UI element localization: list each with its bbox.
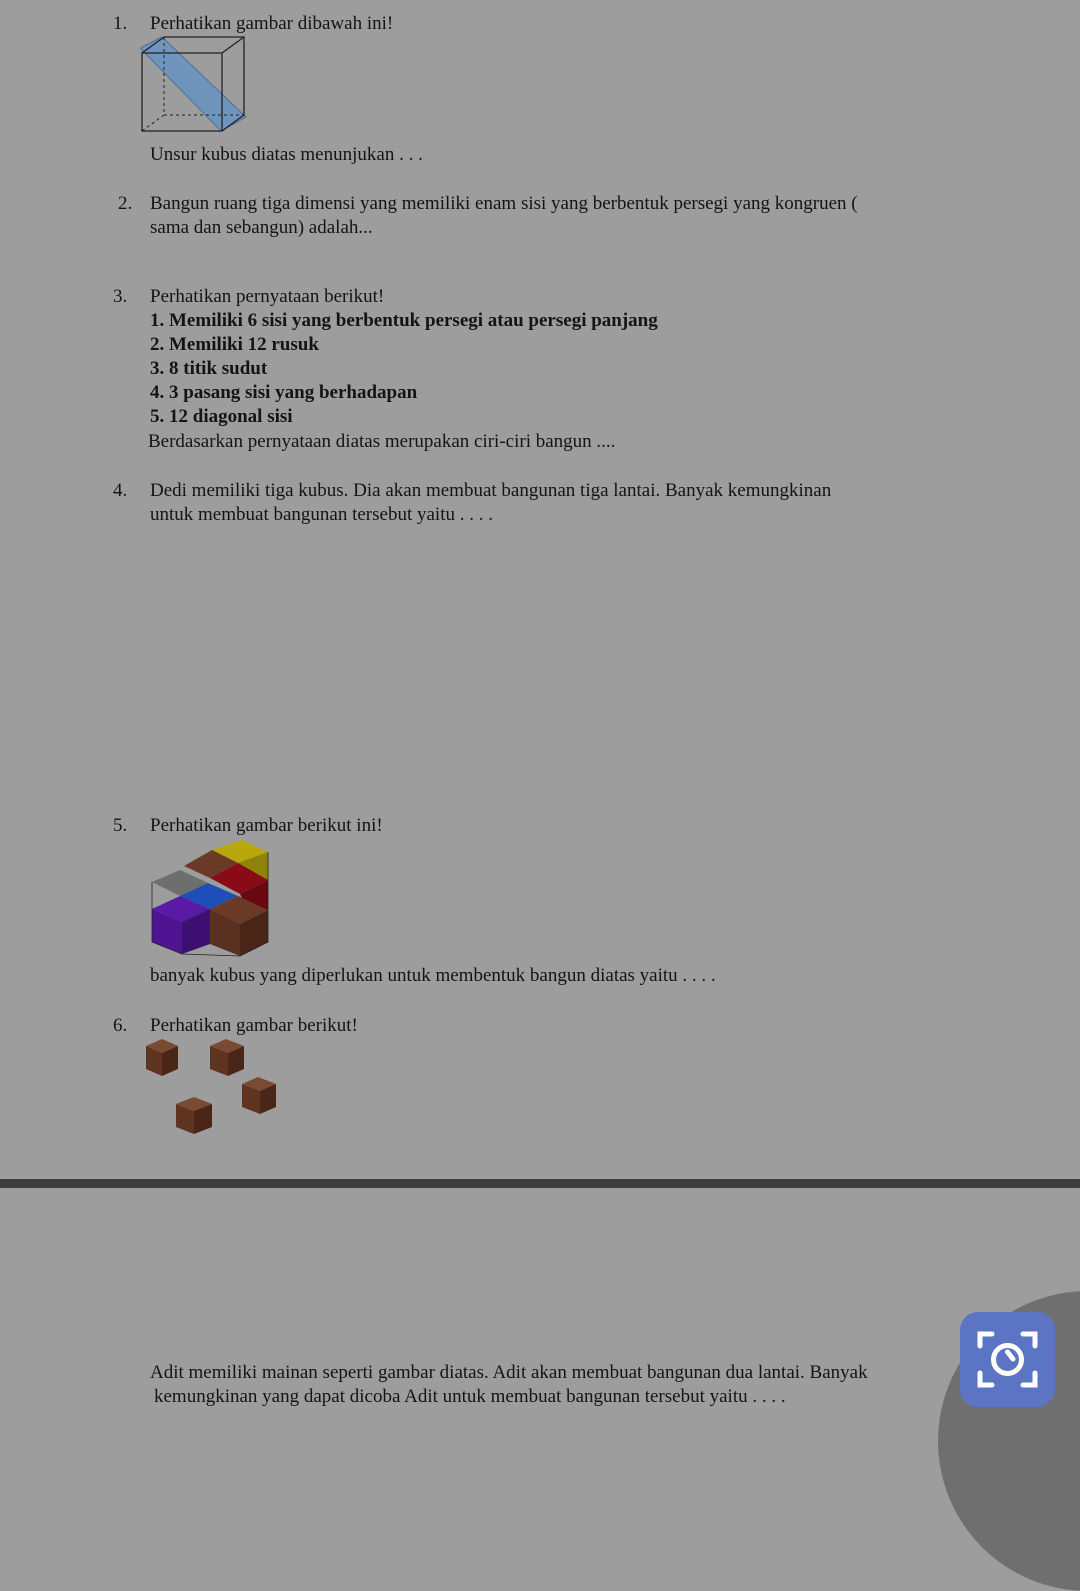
q4-line2: untuk membuat bangunan tersebut yaitu . . . . [150, 504, 493, 525]
brown-cube-3 [242, 1077, 276, 1114]
small-cubes-figure [140, 1036, 280, 1138]
cube-edge [222, 37, 244, 53]
diagonal-plane [140, 37, 246, 131]
q6-line2: kemungkinan yang dapat dicoba Adit untuk membuat bangunan tersebut yaitu . . . . [154, 1386, 786, 1407]
q3-statement: 2. Memiliki 12 rusuk [150, 334, 319, 355]
q5-number: 5. [113, 815, 128, 836]
q3-statement: 5. 12 diagonal sisi [150, 406, 293, 427]
brown-cube-2 [210, 1039, 244, 1076]
screen-divider [0, 1179, 1080, 1188]
q1-number: 1. [113, 13, 128, 34]
q3-statement: 1. Memiliki 6 sisi yang berbentuk persegi atau persegi panjang [150, 310, 658, 331]
q6-title: Perhatikan gambar berikut! [150, 1015, 358, 1036]
screenshot-button[interactable] [960, 1312, 1055, 1407]
cube-diagram [140, 35, 250, 137]
brown-cube-4 [176, 1097, 212, 1134]
q6-number: 6. [113, 1015, 128, 1036]
hidden-edge [142, 115, 164, 131]
q4-line1: Dedi memiliki tiga kubus. Dia akan membuat bangunan tiga lantai. Banyak kemungkinan [150, 480, 832, 501]
screenshot-icon [960, 1312, 1055, 1407]
brown-cube-1 [146, 1039, 178, 1076]
q3-title: Perhatikan pernyataan berikut! [150, 286, 385, 307]
q2-line1: Bangun ruang tiga dimensi yang memiliki enam sisi yang berbentuk persegi yang kongruen ( [150, 193, 858, 214]
q2-line2: sama dan sebangun) adalah... [150, 217, 373, 238]
q3-question: Berdasarkan pernyataan diatas merupakan ciri-ciri bangun .... [148, 431, 616, 452]
q3-number: 3. [113, 286, 128, 307]
q5-question: banyak kubus yang diperlukan untuk membentuk bangun diatas yaitu . . . . [150, 965, 716, 986]
q3-statement: 4. 3 pasang sisi yang berhadapan [150, 382, 418, 403]
q4-number: 4. [113, 480, 128, 501]
colored-cubes-figure [150, 836, 272, 958]
q1-question: Unsur kubus diatas menunjukan . . . [150, 144, 423, 165]
q2-number: 2. [118, 193, 133, 214]
q3-statement: 3. 8 titik sudut [150, 358, 268, 379]
q1-title: Perhatikan gambar dibawah ini! [150, 13, 394, 34]
q6-line1: Adit memiliki mainan seperti gambar diatas. Adit akan membuat bangunan dua lantai. Banyak [150, 1362, 868, 1383]
q5-title: Perhatikan gambar berikut ini! [150, 815, 383, 836]
